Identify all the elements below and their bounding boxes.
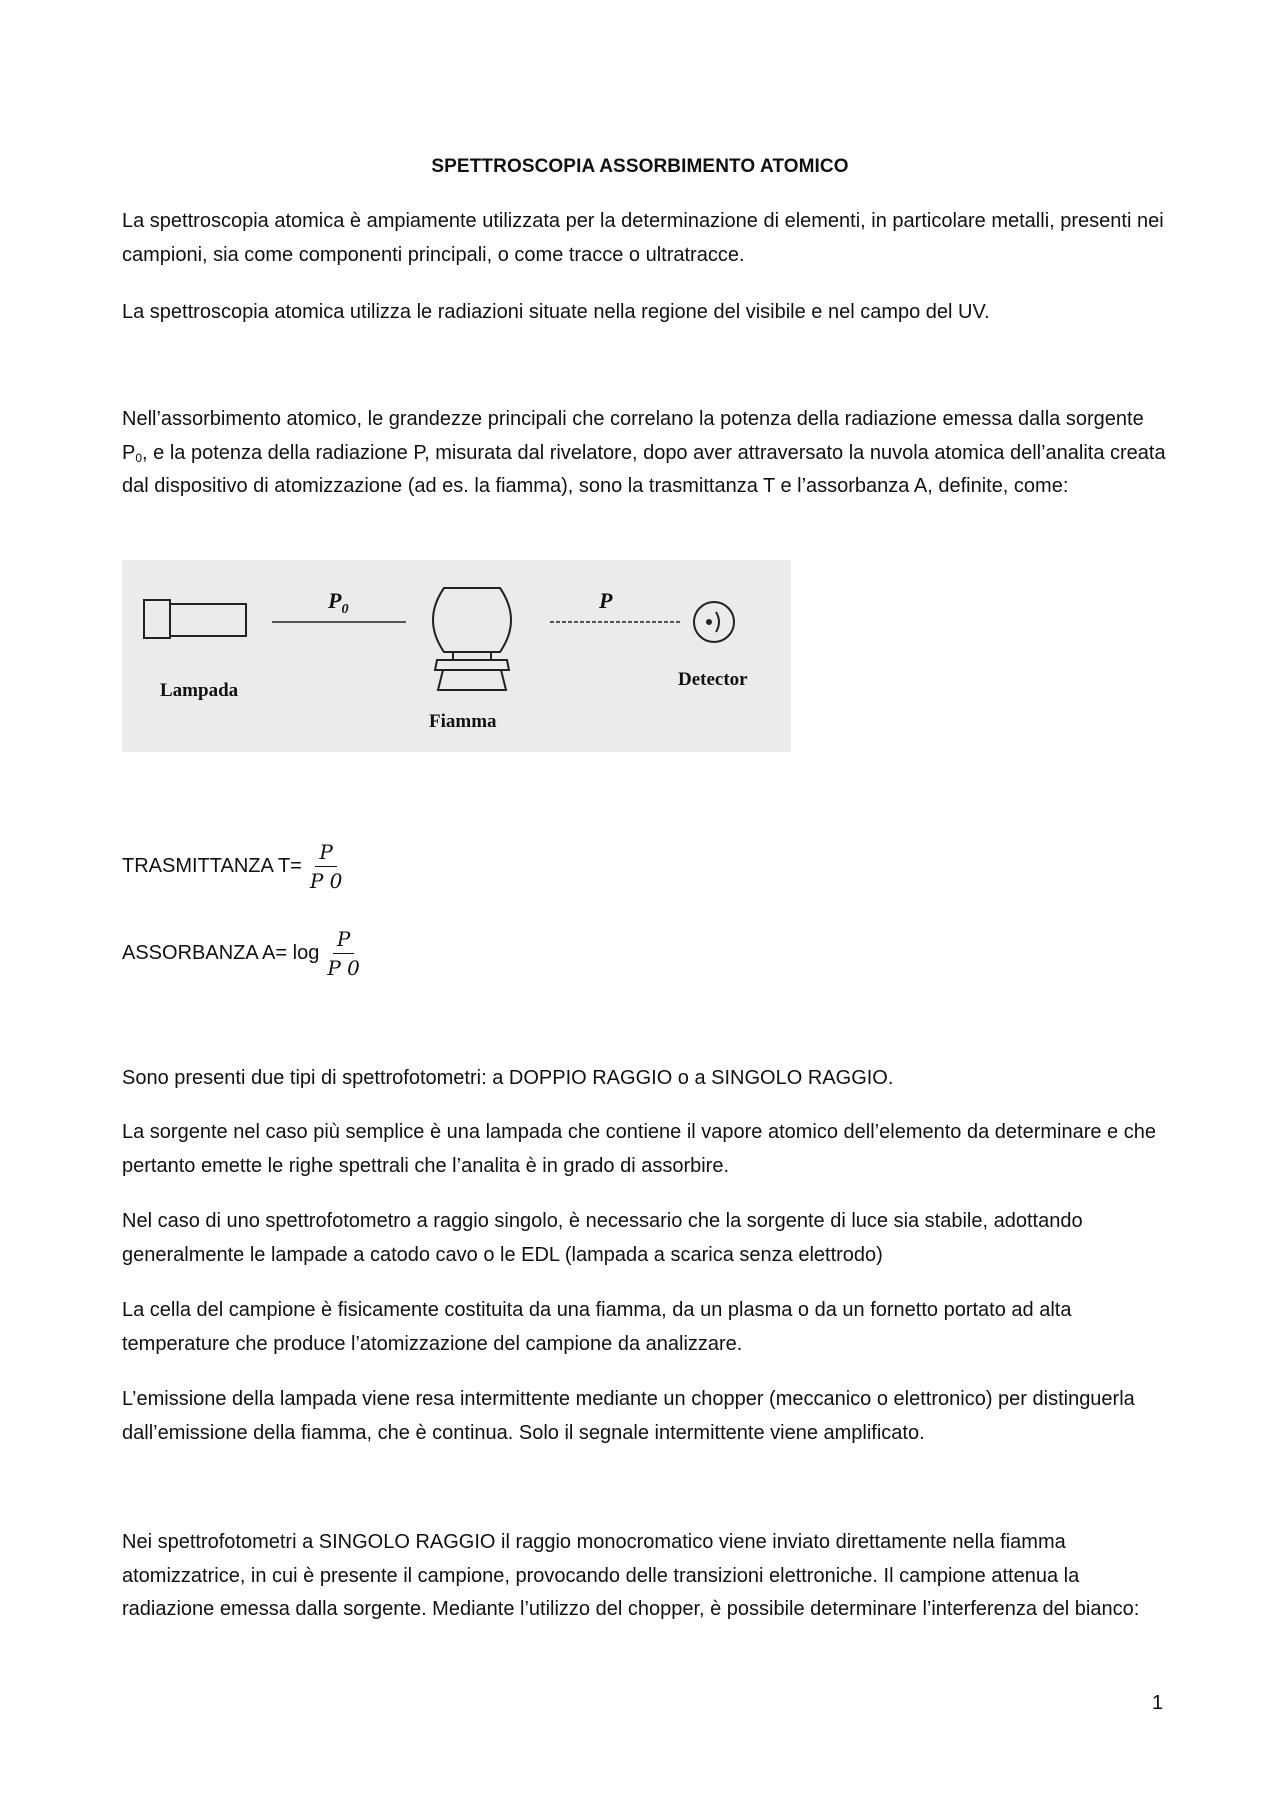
- assorbanza-fraction: [323, 927, 364, 980]
- paragraph-source-lamp: La sorgente nel caso più semplice è una lampada che contiene il vapore atomico dell’elemento da determinare e che pertanto emette le righe spettrali che l’analita è in grado di assorbire.: [122, 1121, 1156, 1177]
- paragraph-sample-cell: La cella del campione è fisicamente costituita da una fiamma, da un plasma o da un fornetto portato ad alta temperature che produce l’atomizzazione del campione da analizzare.: [122, 1299, 1072, 1355]
- label-lampada: Lampada: [160, 680, 239, 701]
- formula-trasmittanza: [122, 836, 346, 896]
- trasmittanza-fraction: [306, 840, 347, 893]
- trasmittanza-denominator: P 0: [309, 868, 343, 893]
- paragraph-single-beam-description: Nei spettrofotometri a SINGOLO RAGGIO il raggio monocromatico viene inviato direttamente nella fiamma atomizzatrice, in cui è presente il campione, provocando delle transizioni elettroniche. Il campione attenua la radiazione emessa dalla sorgente. Mediante l’utilizzo del chopper, è possibile determinare l’interferenza del bianco:: [122, 1531, 1140, 1620]
- page-number: 1: [1152, 1692, 1164, 1714]
- trasmittanza-numerator: P: [315, 840, 336, 867]
- label-fiamma: Fiamma: [429, 711, 497, 732]
- aas-schematic-figure: [122, 560, 791, 752]
- label-p0: $P_0$: [328, 588, 349, 617]
- p3-subscript: 0: [135, 450, 143, 465]
- formula-assorbanza: [122, 923, 364, 983]
- label-p: P: [599, 588, 613, 613]
- assorbanza-label: ASSORBANZA A= log: [122, 941, 320, 964]
- paragraph-spectrophotometer-types: Sono presenti due tipi di spettrofotometri: a DOPPIO RAGGIO o a SINGOLO RAGGIO.: [122, 1067, 894, 1089]
- paragraph-intro: La spettroscopia atomica è ampiamente utilizzata per la determinazione di elementi, in particolare metalli, presenti nei campioni, sia come componenti principali, o come tracce o ultratracce.: [122, 210, 1164, 266]
- paragraph-chopper: L’emissione della lampada viene resa intermittente mediante un chopper (meccanico o elettronico) per distinguerla dall’emissione della fiamma, che è continua. Solo il segnale intermittente viene amplificato.: [122, 1388, 1135, 1444]
- p3-text-part2: , e la potenza della radiazione P, misurata dal rivelatore, dopo aver attraversato la nuvola atomica dell’analita creata dal dispositivo di atomizzazione (ad es. la fiamma), sono la trasmittanza T e l’assorbanza A, definite, come:: [122, 441, 1166, 497]
- assorbanza-numerator: P: [333, 927, 354, 954]
- paragraph-radiation-regions: La spettroscopia atomica utilizza le radiazioni situate nella regione del visibile e nel campo del UV.: [122, 301, 990, 323]
- paragraph-absorption-quantities: [122, 403, 1172, 504]
- paragraph-single-beam-stability: Nel caso di uno spettrofotometro a raggio singolo, è necessario che la sorgente di luce sia stabile, adottando generalmente le lampade a catodo cavo o le EDL (lampada a scarica senza elettrodo): [122, 1210, 1083, 1266]
- trasmittanza-label: TRASMITTANZA T=: [122, 854, 302, 877]
- page-title: SPETTROSCOPIA ASSORBIMENTO ATOMICO: [431, 156, 849, 177]
- assorbanza-denominator: P 0: [327, 955, 360, 980]
- p3-text-part1: Nell’assorbimento atomico, le grandezze principali che correlano la potenza della radiazione emessa dalla sorgente P: [122, 408, 1144, 464]
- label-detector: Detector: [678, 669, 748, 690]
